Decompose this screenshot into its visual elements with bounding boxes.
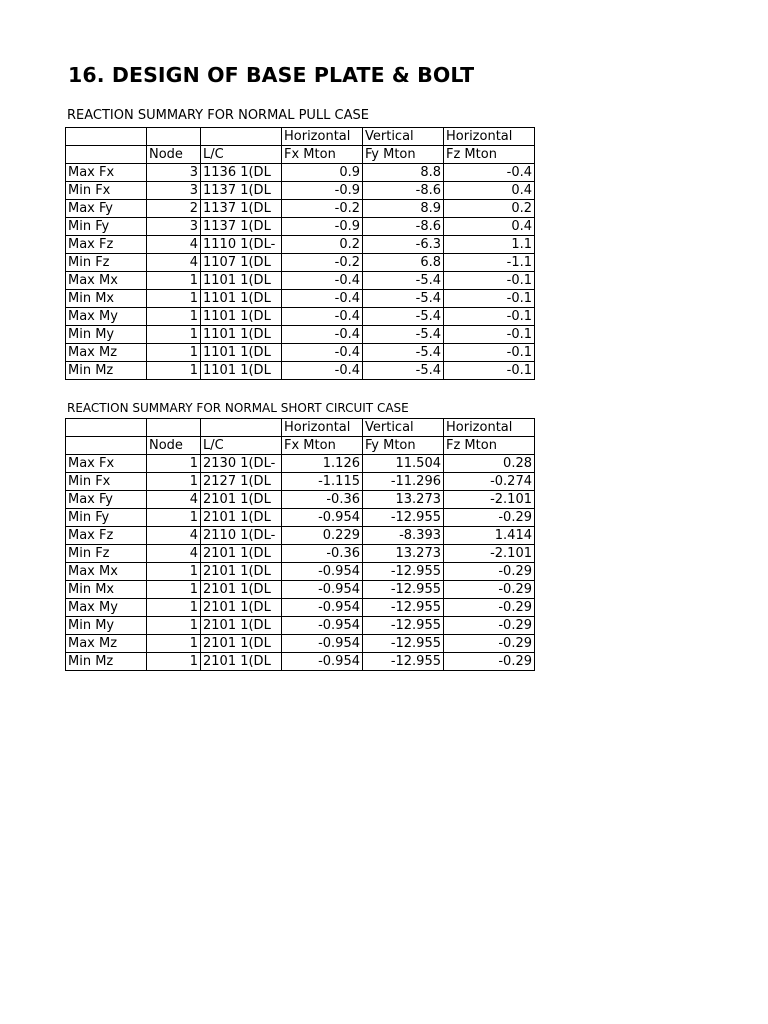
- table-cell: 13.273: [363, 545, 444, 563]
- header-cell: Horizontal: [444, 128, 535, 146]
- table-cell: -11.296: [363, 473, 444, 491]
- header-cell: [66, 419, 147, 437]
- table-cell: 13.273: [363, 491, 444, 509]
- header-row: [66, 128, 535, 146]
- header-cell: [66, 146, 147, 164]
- table-cell: 1137 1(DL: [201, 182, 282, 200]
- page-title: 16. DESIGN OF BASE PLATE & BOLT: [68, 63, 475, 87]
- table-row: [66, 182, 535, 200]
- table-cell: 1: [147, 473, 201, 491]
- table-cell: 4: [147, 527, 201, 545]
- table-cell: 4: [147, 236, 201, 254]
- table-cell: 1: [147, 272, 201, 290]
- table-body: [66, 419, 535, 671]
- table-cell: Max Mz: [66, 344, 147, 362]
- table-cell: 3: [147, 218, 201, 236]
- table-row: [66, 254, 535, 272]
- table-cell: -0.9: [282, 218, 363, 236]
- table-cell: 8.9: [363, 200, 444, 218]
- pull-case-caption: REACTION SUMMARY FOR NORMAL PULL CASE: [67, 108, 369, 123]
- table-cell: -8.6: [363, 218, 444, 236]
- table-cell: -12.955: [363, 617, 444, 635]
- table-cell: -0.954: [282, 653, 363, 671]
- table-row: [66, 164, 535, 182]
- table-cell: -0.9: [282, 182, 363, 200]
- table-cell: -0.36: [282, 491, 363, 509]
- table-cell: -0.4: [282, 326, 363, 344]
- table-row: [66, 581, 535, 599]
- table-cell: -6.3: [363, 236, 444, 254]
- header-cell: L/C: [201, 146, 282, 164]
- table-cell: 1101 1(DL: [201, 362, 282, 380]
- header-cell: Fx Mton: [282, 146, 363, 164]
- table-cell: 2101 1(DL: [201, 491, 282, 509]
- table-cell: -5.4: [363, 326, 444, 344]
- header-cell: Vertical: [363, 128, 444, 146]
- header-cell: Fz Mton: [444, 146, 535, 164]
- table-cell: 3: [147, 182, 201, 200]
- table-cell: Min My: [66, 326, 147, 344]
- table-cell: 4: [147, 254, 201, 272]
- table-cell: 0.9: [282, 164, 363, 182]
- table-cell: -12.955: [363, 635, 444, 653]
- table-cell: 1.126: [282, 455, 363, 473]
- table-cell: -0.29: [444, 653, 535, 671]
- table-row: [66, 218, 535, 236]
- table-cell: Min Fx: [66, 473, 147, 491]
- table-cell: 1: [147, 344, 201, 362]
- table-cell: -0.4: [444, 164, 535, 182]
- short-circuit-case-caption: REACTION SUMMARY FOR NORMAL SHORT CIRCUIT CASE: [67, 401, 409, 415]
- table-cell: -0.954: [282, 563, 363, 581]
- header-cell: [147, 128, 201, 146]
- table-cell: -12.955: [363, 653, 444, 671]
- table-cell: -2.101: [444, 491, 535, 509]
- table-cell: 2: [147, 200, 201, 218]
- table-cell: Min Fz: [66, 254, 147, 272]
- table-cell: Max Fy: [66, 491, 147, 509]
- header-cell: [147, 419, 201, 437]
- table-cell: Min Mx: [66, 290, 147, 308]
- table-cell: -0.29: [444, 635, 535, 653]
- table-cell: -0.954: [282, 617, 363, 635]
- table-body: [66, 128, 535, 380]
- table-cell: 2101 1(DL: [201, 545, 282, 563]
- table-cell: -0.4: [282, 362, 363, 380]
- table-cell: -0.274: [444, 473, 535, 491]
- table-cell: 1107 1(DL: [201, 254, 282, 272]
- table-cell: Max My: [66, 308, 147, 326]
- table-cell: -0.1: [444, 326, 535, 344]
- header-cell: [66, 437, 147, 455]
- table-cell: -2.101: [444, 545, 535, 563]
- table-cell: 2101 1(DL: [201, 635, 282, 653]
- header-cell: L/C: [201, 437, 282, 455]
- table-cell: 1101 1(DL: [201, 326, 282, 344]
- table-cell: -0.29: [444, 581, 535, 599]
- table-cell: 1137 1(DL: [201, 200, 282, 218]
- table-cell: 2110 1(DL-: [201, 527, 282, 545]
- table-cell: 1: [147, 581, 201, 599]
- table-cell: 1: [147, 308, 201, 326]
- table-row: [66, 527, 535, 545]
- table-cell: 0.4: [444, 182, 535, 200]
- table-cell: Min Fy: [66, 509, 147, 527]
- table-cell: -0.29: [444, 599, 535, 617]
- table-cell: 2101 1(DL: [201, 509, 282, 527]
- table-row: [66, 635, 535, 653]
- header-cell: Horizontal: [282, 419, 363, 437]
- short-circuit-case-table: [65, 418, 535, 671]
- table-row: [66, 290, 535, 308]
- table-cell: 1101 1(DL: [201, 290, 282, 308]
- table-cell: -12.955: [363, 599, 444, 617]
- table-row: [66, 455, 535, 473]
- table-cell: -0.1: [444, 290, 535, 308]
- header-cell: Fy Mton: [363, 146, 444, 164]
- table-cell: -0.4: [282, 308, 363, 326]
- table-cell: -5.4: [363, 272, 444, 290]
- table-cell: -0.29: [444, 563, 535, 581]
- header-cell: [201, 128, 282, 146]
- table-cell: -0.954: [282, 599, 363, 617]
- table-cell: -0.4: [282, 344, 363, 362]
- table-cell: Min Fy: [66, 218, 147, 236]
- table-row: [66, 599, 535, 617]
- table-cell: Max My: [66, 599, 147, 617]
- table-cell: 1: [147, 653, 201, 671]
- table-cell: -1.1: [444, 254, 535, 272]
- table-cell: 0.2: [282, 236, 363, 254]
- table-cell: -1.115: [282, 473, 363, 491]
- table-cell: Max Fz: [66, 236, 147, 254]
- table-cell: 1136 1(DL: [201, 164, 282, 182]
- table-row: [66, 236, 535, 254]
- table-cell: -12.955: [363, 509, 444, 527]
- header-row: [66, 437, 535, 455]
- table-cell: 2101 1(DL: [201, 653, 282, 671]
- header-cell: Vertical: [363, 419, 444, 437]
- table-cell: -0.954: [282, 635, 363, 653]
- table-cell: -5.4: [363, 308, 444, 326]
- table-row: [66, 308, 535, 326]
- table-cell: -0.1: [444, 362, 535, 380]
- table-cell: Min Mz: [66, 653, 147, 671]
- table-cell: 2130 1(DL-: [201, 455, 282, 473]
- table-cell: -0.954: [282, 509, 363, 527]
- table-cell: 6.8: [363, 254, 444, 272]
- table-cell: 1: [147, 455, 201, 473]
- table-cell: 0.4: [444, 218, 535, 236]
- table-cell: Min My: [66, 617, 147, 635]
- table-row: [66, 545, 535, 563]
- table-row: [66, 653, 535, 671]
- table-row: [66, 362, 535, 380]
- table-cell: Max Fz: [66, 527, 147, 545]
- table-cell: 4: [147, 545, 201, 563]
- table-cell: -8.6: [363, 182, 444, 200]
- table-cell: -8.393: [363, 527, 444, 545]
- table-cell: -0.4: [282, 290, 363, 308]
- table-cell: 0.28: [444, 455, 535, 473]
- header-cell: Node: [147, 437, 201, 455]
- table-cell: -0.954: [282, 581, 363, 599]
- table-cell: 1.414: [444, 527, 535, 545]
- table-cell: Min Mx: [66, 581, 147, 599]
- table-cell: -0.1: [444, 344, 535, 362]
- table-cell: 1101 1(DL: [201, 308, 282, 326]
- table-cell: 3: [147, 164, 201, 182]
- table-cell: -0.2: [282, 254, 363, 272]
- table-cell: 2101 1(DL: [201, 599, 282, 617]
- table-cell: 1: [147, 326, 201, 344]
- header-cell: Node: [147, 146, 201, 164]
- table-cell: 2101 1(DL: [201, 581, 282, 599]
- table-cell: 1: [147, 635, 201, 653]
- table-cell: 4: [147, 491, 201, 509]
- table-cell: 1: [147, 509, 201, 527]
- table-cell: 11.504: [363, 455, 444, 473]
- table-cell: 1: [147, 362, 201, 380]
- table-row: [66, 200, 535, 218]
- table-cell: -0.36: [282, 545, 363, 563]
- table-cell: 1110 1(DL-: [201, 236, 282, 254]
- table-cell: Max Fy: [66, 200, 147, 218]
- table-cell: 2101 1(DL: [201, 617, 282, 635]
- header-cell: Fx Mton: [282, 437, 363, 455]
- table-cell: -0.4: [282, 272, 363, 290]
- table-row: [66, 617, 535, 635]
- table-cell: Max Mx: [66, 272, 147, 290]
- table-cell: 2127 1(DL: [201, 473, 282, 491]
- header-cell: [66, 128, 147, 146]
- header-cell: Horizontal: [444, 419, 535, 437]
- table-cell: -0.2: [282, 200, 363, 218]
- table-row: [66, 509, 535, 527]
- table-cell: -0.1: [444, 272, 535, 290]
- table-cell: -5.4: [363, 290, 444, 308]
- table-cell: Max Fx: [66, 164, 147, 182]
- header-cell: [201, 419, 282, 437]
- table-cell: -12.955: [363, 581, 444, 599]
- table-cell: -0.29: [444, 509, 535, 527]
- table-cell: 2101 1(DL: [201, 563, 282, 581]
- table-cell: -0.29: [444, 617, 535, 635]
- header-cell: Horizontal: [282, 128, 363, 146]
- table-cell: 1.1: [444, 236, 535, 254]
- table-cell: 1137 1(DL: [201, 218, 282, 236]
- table-cell: -5.4: [363, 362, 444, 380]
- table-cell: 1: [147, 290, 201, 308]
- table-cell: 8.8: [363, 164, 444, 182]
- table-cell: Min Mz: [66, 362, 147, 380]
- table-cell: Min Fx: [66, 182, 147, 200]
- header-cell: Fz Mton: [444, 437, 535, 455]
- table-cell: 0.229: [282, 527, 363, 545]
- table-cell: -12.955: [363, 563, 444, 581]
- table-cell: 1: [147, 599, 201, 617]
- header-row: [66, 419, 535, 437]
- table-cell: Max Mx: [66, 563, 147, 581]
- table-cell: 0.2: [444, 200, 535, 218]
- header-cell: Fy Mton: [363, 437, 444, 455]
- table-row: [66, 563, 535, 581]
- table-cell: Min Fz: [66, 545, 147, 563]
- table-cell: -5.4: [363, 344, 444, 362]
- table-cell: Max Fx: [66, 455, 147, 473]
- table-row: [66, 272, 535, 290]
- pull-case-table: [65, 127, 535, 380]
- table-row: [66, 344, 535, 362]
- table-cell: 1101 1(DL: [201, 272, 282, 290]
- header-row: [66, 146, 535, 164]
- table-cell: 1: [147, 617, 201, 635]
- table-cell: 1101 1(DL: [201, 344, 282, 362]
- table-row: [66, 473, 535, 491]
- table-cell: 1: [147, 563, 201, 581]
- table-cell: Max Mz: [66, 635, 147, 653]
- table-cell: -0.1: [444, 308, 535, 326]
- table-row: [66, 326, 535, 344]
- table-row: [66, 491, 535, 509]
